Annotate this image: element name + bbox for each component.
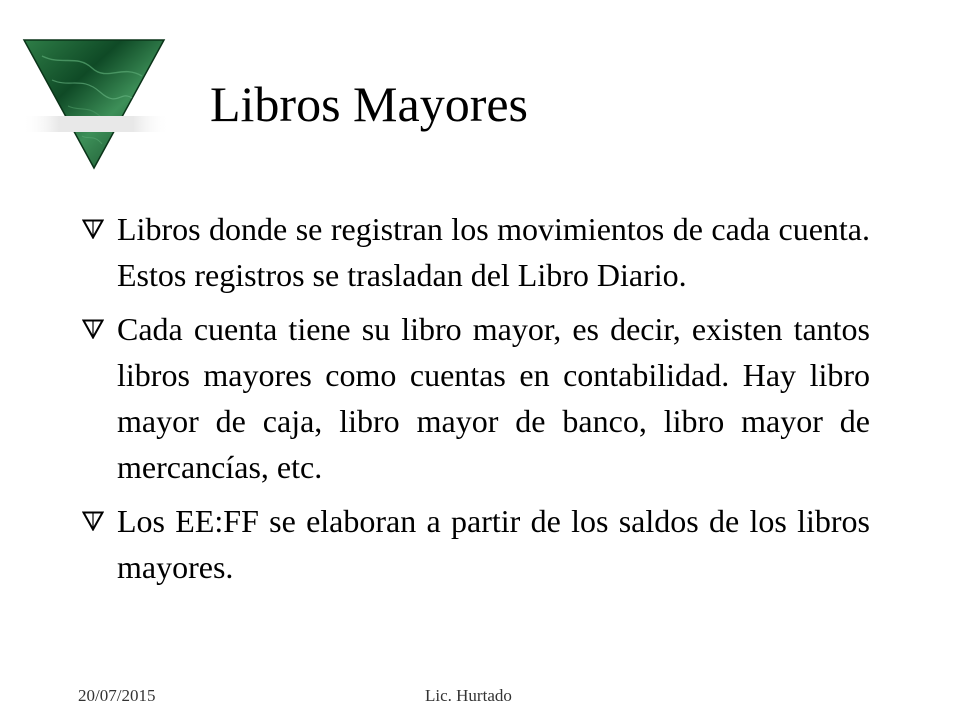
bullet-item [80, 306, 870, 490]
slide-title: Libros Mayores [210, 76, 528, 132]
inverted-triangle-bullet-icon [82, 511, 104, 531]
footer-author: Lic. Hurtado [425, 686, 512, 705]
bullet-text: Cada cuenta tiene su libro mayor, es decir, existen tantos libros mayores como cuentas en contabilidad. Hay libro mayor de caja, libro mayor de banco, libro mayor de mercancías, etc. [117, 311, 870, 485]
green-triangle-logo-icon [22, 36, 170, 172]
bullet-item [80, 498, 870, 590]
inverted-triangle-bullet-icon [82, 219, 104, 239]
bullet-text: Los EE:FF se elaboran a partir de los saldos de los libros mayores. [117, 503, 870, 585]
bullet-list [80, 206, 870, 598]
bullet-item [80, 206, 870, 298]
bullet-text: Libros donde se registran los movimientos de cada cuenta. Estos registros se trasladan del Libro Diario. [117, 211, 870, 293]
inverted-triangle-bullet-icon [82, 319, 104, 339]
footer-date: 20/07/2015 [78, 686, 156, 705]
